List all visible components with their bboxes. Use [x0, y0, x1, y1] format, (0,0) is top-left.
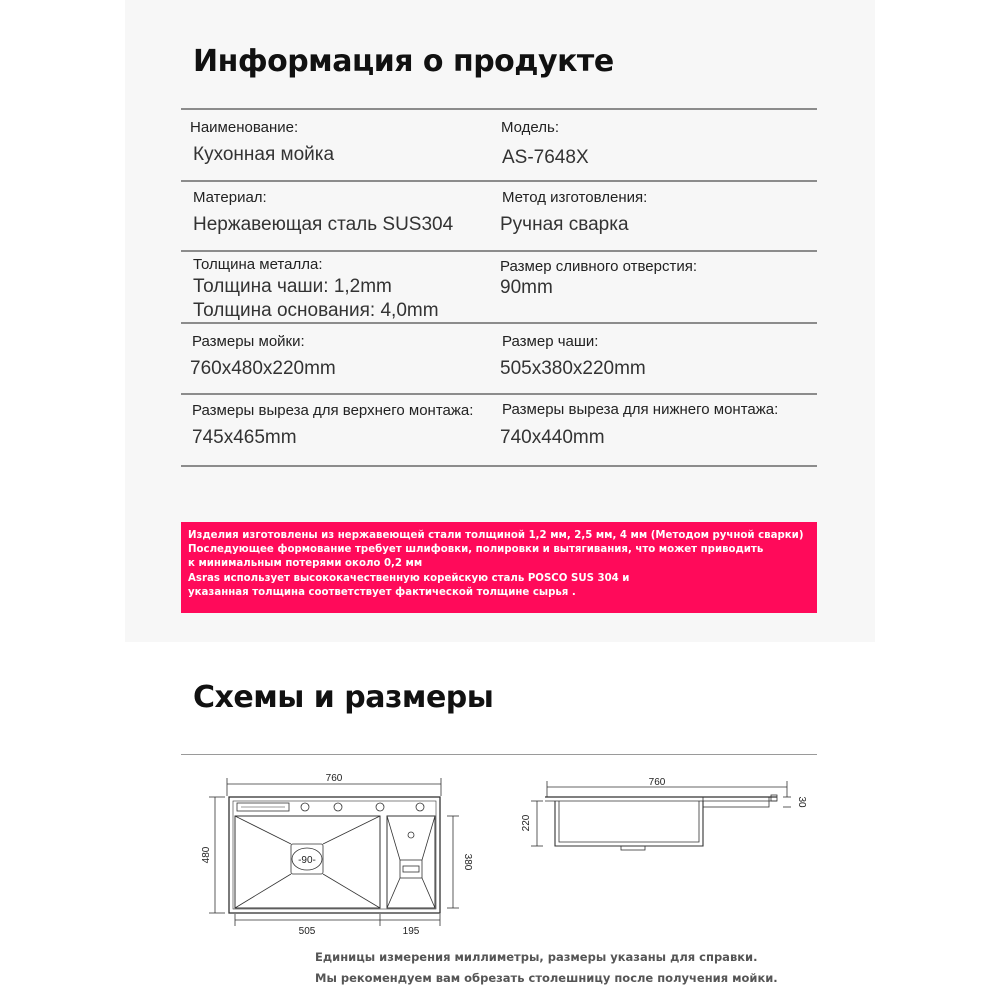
footnote-units: Единицы измерения миллиметры, размеры указаны для справки.	[315, 950, 758, 964]
material-label: Материал:	[193, 189, 267, 206]
side-dim-760: 760	[648, 777, 666, 788]
small-drain	[403, 866, 419, 872]
table-divider	[181, 322, 817, 324]
dim-195: 195	[402, 926, 420, 937]
dim-380: 380	[462, 853, 473, 871]
schemes-title: Схемы и размеры	[193, 680, 494, 715]
bowl-size-value: 505x380x220mm	[500, 358, 646, 379]
side-dim-30: 30	[796, 796, 807, 808]
drain-profile	[621, 846, 645, 850]
drain-size-label: Размер сливного отверстия:	[500, 258, 698, 275]
notice-line: Последующее формование требует шлифовки, полировки и вытягивания, что может приводить	[188, 544, 764, 556]
base-thickness-value: Толщина основания: 4,0mm	[193, 300, 439, 321]
product-info-title: Информация о продукте	[193, 44, 614, 79]
notice-line: указанная толщина соответствует фактической толщине сырья .	[188, 586, 576, 598]
dim-480: 480	[201, 846, 212, 864]
drain-size-value: 90mm	[500, 277, 553, 298]
top-mount-cutout-label: Размеры выреза для верхнего монтажа:	[192, 402, 474, 419]
faucet-hole	[334, 803, 342, 811]
material-value: Нержавеющая сталь SUS304	[193, 214, 454, 235]
top-mount-cutout-value: 745x465mm	[192, 427, 297, 448]
table-divider	[181, 465, 817, 467]
top-view-drawing	[195, 770, 475, 940]
method-value: Ручная сварка	[500, 214, 629, 235]
notice-line: к минимальным потерями около 0,2 мм	[188, 558, 423, 570]
method-label: Метод изготовления:	[502, 189, 648, 206]
bowl-thickness-value: Толщина чаши: 1,2mm	[193, 276, 392, 297]
dim-505: 505	[298, 926, 316, 937]
model-value: AS-7648X	[502, 147, 589, 168]
drain-label: -90-	[298, 855, 316, 866]
dim-760: 760	[325, 773, 343, 784]
under-mount-cutout-value: 740x440mm	[500, 427, 605, 448]
notice-line: Изделия изготовлены из нержавеющей стали толщиной 1,2 мм, 2,5 мм, 4 мм (Методом ручной сварки)	[188, 530, 804, 541]
side-view-drawing	[515, 770, 815, 860]
schemes-divider	[181, 754, 817, 755]
sink-outline	[229, 797, 440, 913]
faucet-hole	[376, 803, 384, 811]
faucet-hole	[301, 803, 309, 811]
faucet-hole	[416, 803, 424, 811]
bowl-size-label: Размер чаши:	[502, 333, 599, 350]
small-bowl	[387, 816, 435, 908]
overflow-hole	[408, 832, 414, 838]
sink-size-label: Размеры мойки:	[192, 333, 305, 350]
thickness-label: Толщина металла:	[193, 256, 323, 273]
table-divider	[181, 393, 817, 395]
side-drainer	[703, 797, 769, 807]
material-notice	[181, 522, 817, 613]
footnote-recommendation: Мы рекомендуем вам обрезать столешницу после получения мойки.	[315, 971, 778, 985]
notice-line: Asras использует высококачественную корейскую сталь POSCO SUS 304 и	[188, 572, 630, 584]
table-divider	[181, 250, 817, 252]
table-divider	[181, 108, 817, 110]
sink-size-value: 760x480x220mm	[190, 358, 336, 379]
under-mount-cutout-label: Размеры выреза для нижнего монтажа:	[502, 401, 779, 418]
table-divider	[181, 180, 817, 182]
name-label: Наименование:	[190, 119, 299, 136]
name-value: Кухонная мойка	[193, 144, 335, 165]
side-dim-220: 220	[521, 814, 532, 832]
bowl-profile	[555, 801, 703, 846]
model-label: Модель:	[501, 119, 560, 136]
